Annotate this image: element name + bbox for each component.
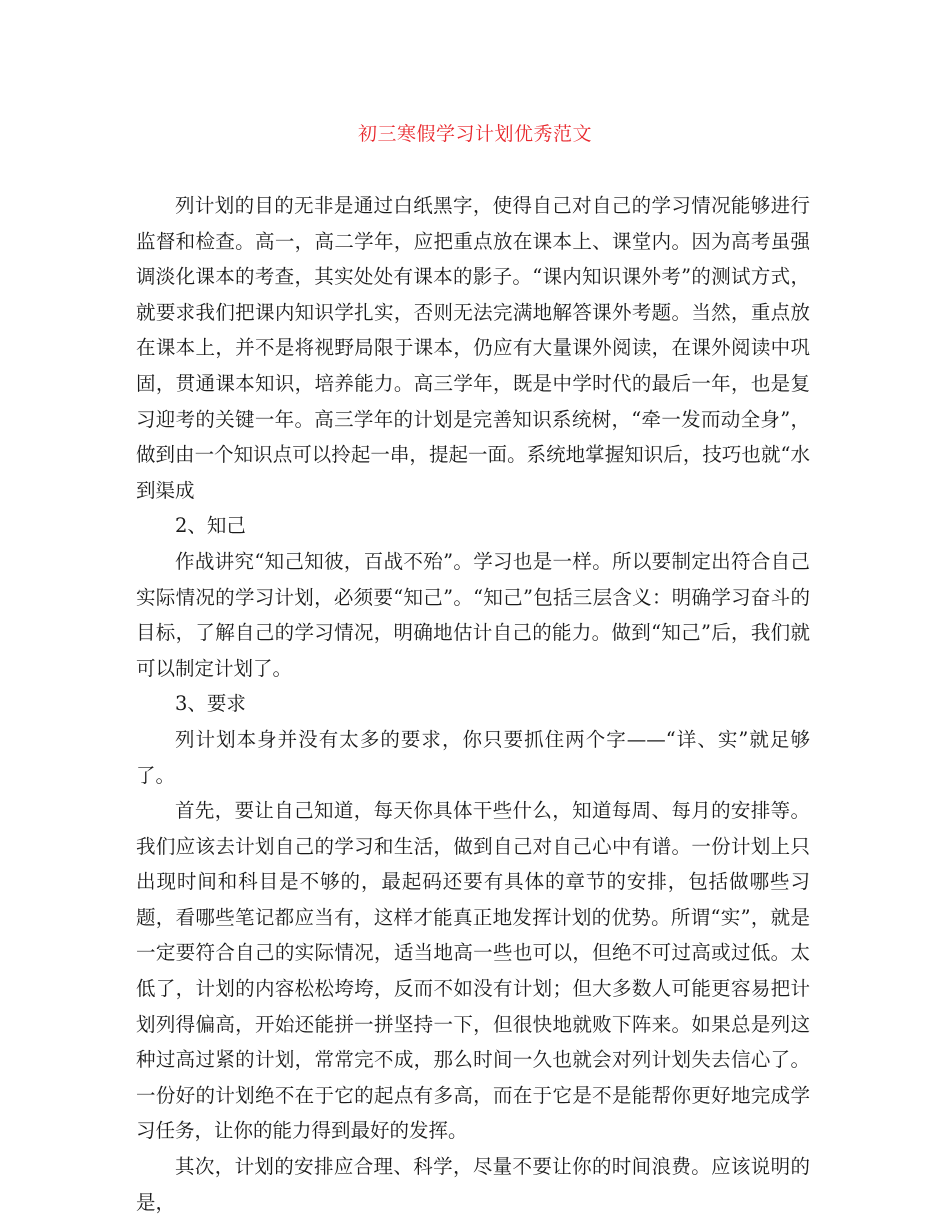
paragraph-zhiji: 作战讲究“知己知彼，百战不殆”。学习也是一样。所以要制定出符合自己实际情况的学习计划，必须要“知己”。“知己”包括三层含义：明确学习奋斗的目标，了解自己的学习情况，明确地估计自己的能力。做到“知己”后，我们就可以制定计划了。 — [136, 549, 810, 680]
paragraph-second: 其次，计划的安排应合理、科学，尽量不要让你的时间浪费。应该说明的是， — [136, 1155, 810, 1214]
section-heading-zhiji: 2、知己 — [175, 514, 246, 538]
section-heading-yaoqiu: 3、要求 — [175, 692, 246, 716]
paragraph-yaoqiu-summary: 列计划本身并没有太多的要求，你只要抓住两个字——“详、实”就足够了。 — [136, 727, 810, 787]
paragraph-first: 首先，要让自己知道，每天你具体干些什么，知道每周、每月的安排等。我们应该去计划自己的学习和生活，做到自己对自己心中有谱。一份计划上只出现时间和科目是不够的，最起码还要有具体的章节的安排，包括做哪些习题，看哪些笔记都应当有，这样才能真正地发挥计划的优势。所谓“实”，就是一定要符合自己的实际情况，适当地高一些也可以，但绝不可过高或过低。太低了，计划的内容松松垮垮，反而不如没有计划；但大多数人可能更容易把计划列得偏高，开始还能拼一拼坚持一下，但很快地就败下阵来。如果总是列这种过高过紧的计划，常常完不成，那么时间一久也就会对列计划失去信心了。一份好的计划绝不在于它的起点有多高，而在于它是不是能帮你更好地完成学习任务，让你的能力得到最好的发挥。 — [136, 799, 810, 1143]
document-body — [136, 188, 810, 1220]
document-title: 初三寒假学习计划优秀范文 — [357, 123, 592, 145]
paragraph-intro: 列计划的目的无非是通过白纸黑字，使得自己对自己的学习情况能够进行监督和检查。高一，高二学年，应把重点放在课本上、课堂内。因为高考虽强调淡化课本的考查，其实处处有课本的影子。“课内知识课外考”的测试方式，就要求我们把课内知识学扎实，否则无法完满地解答课外考题。当然，重点放在课本上，并不是将视野局限于课本，仍应有大量课外阅读，在课外阅读中巩固，贯通课本知识，培养能力。高三学年，既是中学时代的最后一年，也是复习迎考的关键一年。高三学年的计划是完善知识系统树，“牵一发而动全身”，做到由一个知识点可以拎起一串，提起一面。系统地掌握知识后，技巧也就“水到渠成 — [136, 194, 810, 502]
